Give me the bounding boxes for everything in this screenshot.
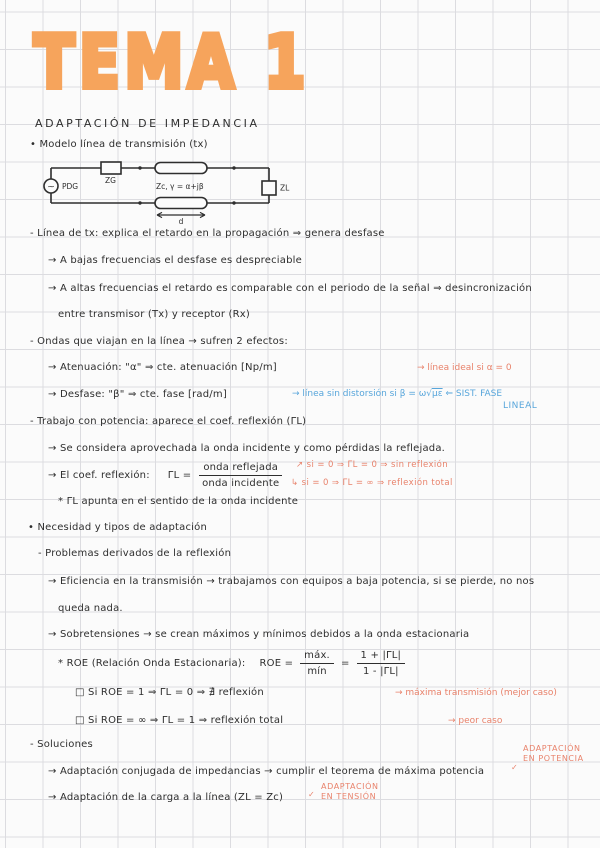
junction-dot [232,166,235,169]
note-adaptacion-carga: → Adaptación de la carga a la línea (ZL = Zc) [48,792,284,803]
anotacion-adaptacion-potencia: ADAPTACIÓN EN POTENCIA [523,744,584,763]
coef-numerator: onda reflejada [199,462,282,476]
coef-anotacion-sin-reflexion: ↗ si = 0 ⇒ ΓL = 0 ⇒ sin reflexión [296,460,449,470]
note-adaptacion-conjugada: → Adaptación conjugada de impedancias → cumplir el teorema de máxima potencia [48,766,485,777]
note-roe-caso-mejor: □ Si ROE = 1 ⇒ ΓL = 0 ⇒ ∄ reflexión [75,687,264,698]
roe-label: * ROE (Relación Onda Estacionaria): [58,657,246,669]
reflection-coefficient-equation [48,458,282,492]
line-label: Zc, γ = α+jβ [156,182,204,191]
note-roe-caso-peor: □ Si ROE = ∞ ⇒ ΓL = 1 ⇒ reflexión total [75,715,284,726]
coef-symbol: ΓL = [167,469,192,481]
sqrt-radicand: με [432,389,443,399]
junction-dot [138,166,141,169]
roe-equation [58,646,405,680]
note-ondas: - Ondas que viajan en la línea → sufren 2 efectos: [30,336,288,347]
note-desfase: → Desfase: "β" ⇒ cte. fase [rad/m] [48,389,227,400]
junction-dot [232,201,235,204]
roe-symbol: ROE = [259,657,294,669]
note-linea-tx: - Línea de tx: explica el retardo en la propagación ⇒ genera desfase [30,228,385,239]
length-label: d [178,217,184,226]
model-bullet: • Modelo línea de transmisión (tx) [30,139,208,150]
note-necesidad: • Necesidad y tipos de adaptación [28,522,208,533]
note-altas-frecuencias-cont: entre transmisor (Tx) y receptor (Rx) [58,309,251,320]
page-title: TEMA 1 [34,20,311,104]
note-bajas-frecuencias: → A bajas frecuencias el desfase es despreciable [48,255,302,266]
tx-line-top-conductor [155,163,207,174]
section-heading: ADAPTACIÓN DE IMPEDANCIA [35,117,260,130]
load-box [262,181,276,195]
roe-equals: = [340,657,350,669]
note-eficiencia: → Eficiencia en la transmisión → trabajamos con equipos a baja potencia, si se pierde, no nos [48,576,535,587]
circuit-diagram [36,156,326,226]
note-trabajo-potencia: - Trabajo con potencia: aparece el coef. reflexión (ΓL) [30,416,307,427]
note-altas-frecuencias: → A altas frecuencias el retardo es comparable con el periodo de la señal ⇒ desincronización [48,283,532,294]
roe-fraction-1: $\frac{\text{máx.}}{\text{mín}}$ [300,650,334,677]
coef-label: → El coef. reflexión: [48,469,150,481]
note-desfase-anotacion: → línea sin distorsión si β = ω√με ⇐ SIST. FASE [292,389,503,399]
junction-dot [138,201,141,204]
note-atenuacion-anotacion: → línea ideal si α = 0 [417,363,512,373]
note-soluciones: - Soluciones [30,739,93,750]
note-sobretensiones: → Sobretensiones → se crean máximos y mínimos debidos a la onda estacionaria [48,629,470,640]
load-label: ZL [280,183,290,193]
coef-fraction [199,462,282,489]
note-onda-aprovechada: → Se considera aprovechada la onda incidente y como pérdidas la reflejada. [48,443,446,454]
generator-impedance-box [101,162,121,174]
coef-denominator: onda incidente [202,477,280,489]
note-problemas: - Problemas derivados de la reflexión [38,548,232,559]
note-roe-caso-peor-anotacion: → peor caso [448,716,503,726]
check-icon: ✓ [511,763,519,772]
note-gamma-apunta: * ΓL apunta en el sentido de la onda incidente [58,496,299,507]
roe-fraction-2: $\frac{1 + |\Gamma L|}{1 - |\Gamma L|}$ [357,650,406,677]
check-icon: ✓ [308,790,316,799]
note-desfase-anotacion-cont: LINEAL [503,401,538,411]
coef-anotacion-reflexion-total: ↳ si = 0 ⇒ ΓL = ∞ ⇒ reflexión total [291,478,453,488]
note-roe-caso-mejor-anotacion: → máxima transmisión (mejor caso) [395,688,557,698]
source-symbol: ~ [47,182,55,193]
generator-impedance-label: ZG [105,176,116,185]
note-eficiencia-cont: queda nada. [58,603,123,614]
tx-line-bottom-conductor [155,198,207,209]
note-atenuacion: → Atenuación: "α" ⇒ cte. atenuación [Np/m] [48,362,277,373]
anotacion-adaptacion-tension: ADAPTACIÓN EN TENSIÓN [321,782,379,801]
source-label: PDG [62,182,79,191]
